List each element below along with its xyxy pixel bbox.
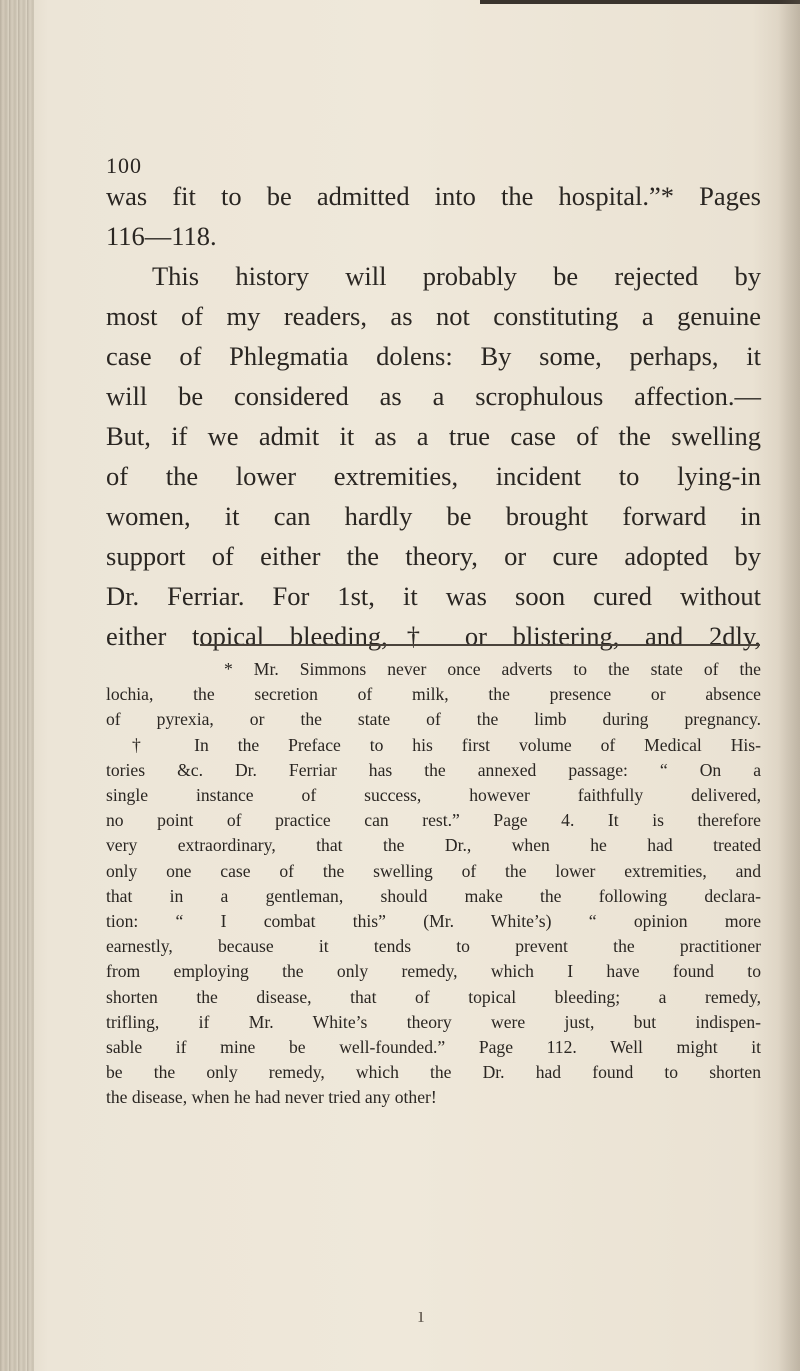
footnote-divider: [200, 644, 760, 647]
text-line: of the lower extremities, incident to lying-in: [106, 461, 761, 491]
text-line: But, if we admit it as a true case of the swelling: [106, 421, 761, 451]
text-line: 116—118.: [106, 221, 217, 251]
footnote-line: no point of practice can rest.” Page 4. It is therefore: [106, 810, 761, 831]
text-line: women, it can hardly be brought forward in: [106, 501, 761, 531]
text-line: case of Phlegmatia dolens: By some, perhaps, it: [106, 341, 761, 371]
text-line: will be considered as a scrophulous affection.—: [106, 381, 761, 411]
footnote-line: of pyrexia, or the state of the limb during pregnancy.: [106, 709, 761, 730]
footnote-line: trifling, if Mr. White’s theory were just, but indispen-: [106, 1011, 761, 1032]
text-line: support of either the theory, or cure adopted by: [106, 541, 761, 571]
text-line: was fit to be admitted into the hospital.”* Pages: [106, 181, 761, 211]
footnote-line: * Mr. Simmons never once adverts to the state of the: [224, 659, 761, 679]
footnote-line: that in a gentleman, should make the following declara-: [106, 885, 761, 906]
footnote-line: lochia, the secretion of milk, the presence or absence: [106, 684, 761, 705]
footnotes: [106, 657, 761, 1111]
footnote-line: tories &c. Dr. Ferriar has the annexed passage: “ On a: [106, 759, 761, 780]
footnote-line: very extraordinary, that the Dr., when he had treated: [106, 835, 761, 856]
footnote-line: single instance of success, however faithfully delivered,: [106, 785, 761, 806]
right-page-edge: [778, 0, 800, 1371]
text-line: This history will probably be rejected by: [152, 261, 761, 291]
page-binding-shadow: [0, 0, 34, 1371]
text-line: most of my readers, as not constituting a genuine: [106, 301, 761, 331]
top-edge-line: [480, 0, 800, 4]
text-line: either topical bleeding,† or blistering, and 2dly,: [106, 621, 761, 651]
footnote-line: shorten the disease, that of topical bleeding; a remedy,: [106, 986, 761, 1007]
text-line: Dr. Ferriar. For 1st, it was soon cured without: [106, 581, 761, 611]
footnote-line: earnestly, because it tends to prevent the practitioner: [106, 936, 761, 957]
footnote-line: be the only remedy, which the Dr. had found to shorten: [106, 1062, 761, 1083]
footnote-line: tion: “ I combat this” (Mr. White’s) “ opinion more: [106, 911, 761, 932]
main-text: [106, 176, 761, 656]
footnote-line: only one case of the swelling of the lower extremities, and: [106, 860, 761, 881]
footnote-line: † In the Preface to his first volume of Medical His-: [132, 734, 761, 755]
page-number: 100: [106, 153, 142, 178]
stray-ink-mark: ı: [418, 1302, 425, 1327]
footnote-line: from employing the only remedy, which I have found to: [106, 961, 761, 982]
footnote-line: sable if mine be well-founded.” Page 112. Well might it: [106, 1037, 761, 1058]
footnote-line: the disease, when he had never tried any other!: [106, 1087, 437, 1108]
